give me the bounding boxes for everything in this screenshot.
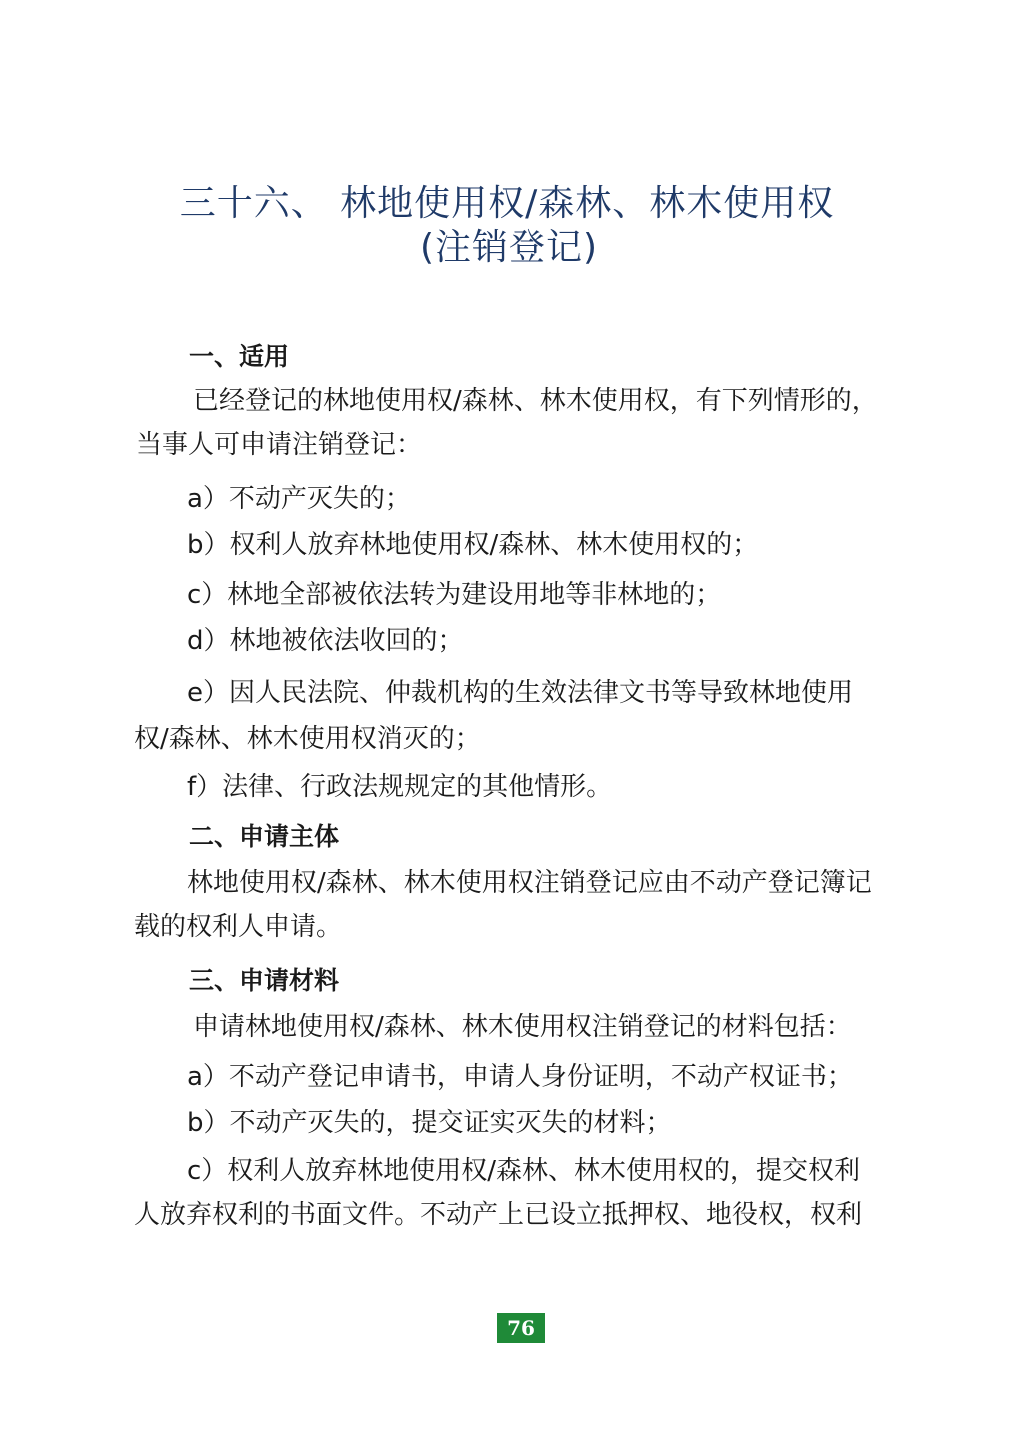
section-heading-materials: 三、申请材料 (189, 966, 340, 995)
applicable-intro-line2: 当事人可申请注销登记： (136, 430, 423, 460)
applicant-text-line1: 林地使用权/森林、林木使用权注销登记应由不动产登记簿记 (187, 868, 872, 898)
page-title-line1: 三十六、 林地使用权/森林、林木使用权 (179, 183, 835, 224)
applicable-item-e-line1: e）因人民法院、仲裁机构的生效法律文书等导致林地使用 (187, 678, 853, 708)
materials-item-c-line2: 人放弃权利的书面文件。不动产上已设立抵押权、地役权，权利 (134, 1200, 863, 1230)
materials-intro: 申请林地使用权/森林、林木使用权注销登记的材料包括： (193, 1012, 852, 1042)
applicable-item-c: c）林地全部被依法转为建设用地等非林地的； (187, 580, 722, 610)
materials-item-c-line1: c）权利人放弃林地使用权/森林、林木使用权的，提交权利 (187, 1156, 861, 1186)
applicable-item-f: f）法律、行政法规规定的其他情形。 (187, 772, 613, 802)
applicant-text-line2: 载的权利人申请。 (134, 912, 343, 942)
section-heading-applicant: 二、申请主体 (189, 822, 340, 851)
section-heading-applicable: 一、适用 (189, 342, 290, 371)
applicable-intro-line1: 已经登记的林地使用权/森林、林木使用权，有下列情形的， (193, 386, 878, 416)
materials-item-a: a）不动产登记申请书，申请人身份证明，不动产权证书； (187, 1062, 853, 1092)
applicable-item-a: a）不动产灭失的； (187, 484, 411, 514)
page-title-line2: (注销登记) (419, 227, 599, 268)
materials-item-b: b）不动产灭失的，提交证实灭失的材料； (187, 1108, 672, 1138)
page-number: 76 (497, 1313, 545, 1343)
applicable-item-b: b）权利人放弃林地使用权/森林、林木使用权的； (187, 530, 759, 560)
applicable-item-d: d）林地被依法收回的； (187, 626, 464, 656)
applicable-item-e-line2: 权/森林、林木使用权消灭的； (134, 724, 481, 754)
